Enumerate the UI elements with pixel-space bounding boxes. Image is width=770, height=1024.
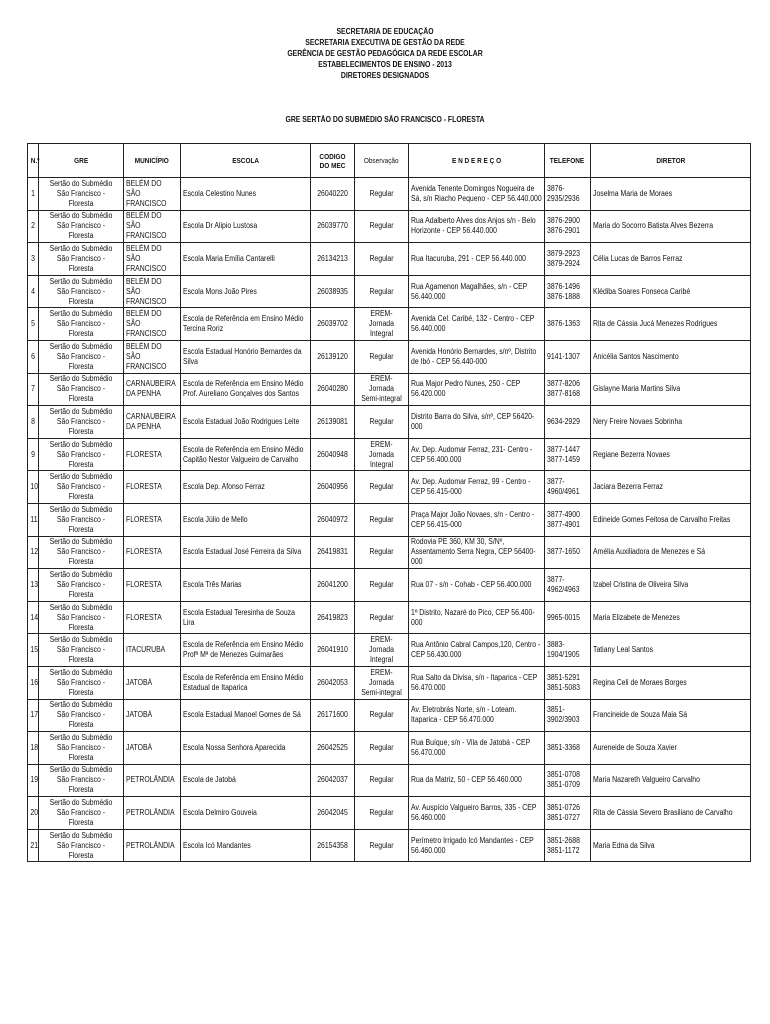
cell-escola: Escola de Referência em Ensino Médio Estadual de Itaparica xyxy=(181,666,311,699)
cell-mec: 26042053 xyxy=(311,666,355,699)
header-line: SECRETARIA EXECUTIVA DE GESTÃO DA REDE xyxy=(305,38,465,47)
cell-endereco: Rua Itacuruba, 291 - CEP 56.440.000 xyxy=(409,243,545,276)
cell-number: 2 xyxy=(28,210,39,243)
cell-escola: Escola de Referência em Ensino Médio Profª Mª de Menezes Guimarães xyxy=(181,634,311,667)
cell-gre: Sertão do Submédio São Francisco - Floresta xyxy=(39,732,124,765)
cell-gre: Sertão do Submédio São Francisco - Floresta xyxy=(39,764,124,797)
cell-number: 10 xyxy=(28,471,39,504)
cell-mec: 26139120 xyxy=(311,340,355,373)
cell-escola: Escola Dep. Afonso Ferraz xyxy=(181,471,311,504)
cell-number: 3 xyxy=(28,243,39,276)
cell-mec: 26040280 xyxy=(311,373,355,406)
cell-gre: Sertão do Submédio São Francisco - Floresta xyxy=(39,340,124,373)
col-header-number: N.º xyxy=(28,144,39,178)
cell-gre: Sertão do Submédio São Francisco - Floresta xyxy=(39,503,124,536)
table-row xyxy=(28,732,751,765)
cell-diretor: Rita de Cássia Severo Brasiliano de Carvalho xyxy=(591,797,751,830)
cell-mec: 26134213 xyxy=(311,243,355,276)
col-header-diretor: DIRETOR xyxy=(591,144,751,178)
table-row xyxy=(28,438,751,471)
col-header-municipio: MUNICÍPIO xyxy=(124,144,181,178)
cell-endereco: Rua 07 - s/n - Cohab - CEP 56.400.000 xyxy=(409,569,545,602)
cell-mec: 26040220 xyxy=(311,178,355,211)
cell-diretor: Anicélia Santos Nascimento xyxy=(591,340,751,373)
cell-telefone: 3851-5291 3851-5083 xyxy=(545,666,591,699)
cell-diretor: Klédiba Soares Fonseca Caribé xyxy=(591,275,751,308)
cell-municipio: BELÉM DO SÃO FRANCISCO xyxy=(124,275,181,308)
cell-observacao: EREM-Jornada Integral xyxy=(355,308,409,341)
cell-diretor: Tatiany Leal Santos xyxy=(591,634,751,667)
cell-diretor: Jaciara Bezerra Ferraz xyxy=(591,471,751,504)
table-row xyxy=(28,536,751,569)
header-line: DIRETORES DESIGNADOS xyxy=(340,71,430,80)
cell-gre: Sertão do Submédio São Francisco - Floresta xyxy=(39,210,124,243)
cell-mec: 26041910 xyxy=(311,634,355,667)
cell-diretor: Maria do Socorro Batista Alves Bezerra xyxy=(591,210,751,243)
cell-escola: Escola Três Marias xyxy=(181,569,311,602)
cell-escola: Escola Estadual Honório Bernardes da Silva xyxy=(181,340,311,373)
cell-mec: 26139081 xyxy=(311,406,355,439)
cell-diretor: Aureneide de Souza Xavier xyxy=(591,732,751,765)
cell-number: 17 xyxy=(28,699,39,732)
cell-observacao: Regular xyxy=(355,178,409,211)
cell-escola: Escola Icó Mandantes xyxy=(181,829,311,862)
document-subtitle: GRE SERTÃO DO SUBMÉDIO SÃO FRANCISCO - FLORESTA xyxy=(285,115,485,124)
cell-number: 7 xyxy=(28,373,39,406)
cell-mec: 26040948 xyxy=(311,438,355,471)
cell-telefone: 3877-1650 xyxy=(545,536,591,569)
cell-diretor: Amélia Auxiliadora de Menezes e Sá xyxy=(591,536,751,569)
table-header-row xyxy=(28,144,751,178)
cell-gre: Sertão do Submédio São Francisco - Floresta xyxy=(39,406,124,439)
table-row xyxy=(28,471,751,504)
cell-escola: Escola Estadual José Ferreira da Silva xyxy=(181,536,311,569)
table-row xyxy=(28,634,751,667)
cell-endereco: Rua Agamenon Magalhães, s/n - CEP 56.440.000 xyxy=(409,275,545,308)
cell-observacao: Regular xyxy=(355,764,409,797)
cell-gre: Sertão do Submédio São Francisco - Floresta xyxy=(39,829,124,862)
cell-escola: Escola de Referência em Ensino Médio Prof. Aureliano Gonçalves dos Santos xyxy=(181,373,311,406)
cell-gre: Sertão do Submédio São Francisco - Floresta xyxy=(39,569,124,602)
cell-observacao: Regular xyxy=(355,471,409,504)
cell-gre: Sertão do Submédio São Francisco - Floresta xyxy=(39,536,124,569)
cell-endereco: Avenida Tenente Domingos Nogueira de Sá, s/n Riacho Pequeno - CEP 56.440.000 xyxy=(409,178,545,211)
cell-municipio: ITACURUBA xyxy=(124,634,181,667)
cell-diretor: Célia Lucas de Barros Ferraz xyxy=(591,243,751,276)
cell-diretor: Gislayne Maria Martins Silva xyxy=(591,373,751,406)
cell-municipio: FLORESTA xyxy=(124,601,181,634)
cell-telefone: 9141-1307 xyxy=(545,340,591,373)
cell-escola: Escola Júlio de Mello xyxy=(181,503,311,536)
cell-observacao: Regular xyxy=(355,569,409,602)
cell-number: 18 xyxy=(28,732,39,765)
cell-municipio: JATOBÁ xyxy=(124,732,181,765)
cell-mec: 26042037 xyxy=(311,764,355,797)
cell-municipio: FLORESTA xyxy=(124,536,181,569)
cell-telefone: 9634-2929 xyxy=(545,406,591,439)
cell-endereco: Av. Auspício Valgueiro Barros, 335 - CEP 56.460.000 xyxy=(409,797,545,830)
cell-number: 11 xyxy=(28,503,39,536)
cell-escola: Escola de Referência em Ensino Médio Capitão Nestor Valgueiro de Carvalho xyxy=(181,438,311,471)
cell-escola: Escola Estadual João Rodrigues Leite xyxy=(181,406,311,439)
cell-endereco: Rua Major Pedro Nunes, 250 - CEP 56.420.000 xyxy=(409,373,545,406)
cell-diretor: Maria Edna da Silva xyxy=(591,829,751,862)
cell-gre: Sertão do Submédio São Francisco - Floresta xyxy=(39,797,124,830)
cell-telefone: 9965-0015 xyxy=(545,601,591,634)
cell-escola: Escola Maria Emília Cantarelli xyxy=(181,243,311,276)
cell-mec: 26040956 xyxy=(311,471,355,504)
cell-endereco: Rua da Matriz, 50 - CEP 56.460.000 xyxy=(409,764,545,797)
table-row xyxy=(28,275,751,308)
cell-municipio: BELÉM DO SÃO FRANCISCO xyxy=(124,210,181,243)
cell-observacao: Regular xyxy=(355,406,409,439)
cell-number: 1 xyxy=(28,178,39,211)
cell-municipio: PETROLÂNDIA xyxy=(124,797,181,830)
cell-gre: Sertão do Submédio São Francisco - Floresta xyxy=(39,699,124,732)
cell-endereco: Rodovia PE 360, KM 30, S/Nº, Assentamento Serra Negra, CEP 56400-000 xyxy=(409,536,545,569)
table-row xyxy=(28,503,751,536)
cell-telefone: 3877-4962/4963 xyxy=(545,569,591,602)
cell-observacao: Regular xyxy=(355,210,409,243)
cell-number: 21 xyxy=(28,829,39,862)
cell-municipio: FLORESTA xyxy=(124,503,181,536)
table-row xyxy=(28,340,751,373)
cell-municipio: CARNAUBEIRA DA PENHA xyxy=(124,373,181,406)
cell-number: 19 xyxy=(28,764,39,797)
cell-mec: 26041200 xyxy=(311,569,355,602)
cell-telefone: 3851-3368 xyxy=(545,732,591,765)
cell-number: 5 xyxy=(28,308,39,341)
cell-diretor: Nery Freire Novaes Sobrinha xyxy=(591,406,751,439)
cell-municipio: BELÉM DO SÃO FRANCISCO xyxy=(124,178,181,211)
cell-mec: 26419831 xyxy=(311,536,355,569)
col-header-observacao: Observação xyxy=(355,144,409,178)
cell-gre: Sertão do Submédio São Francisco - Floresta xyxy=(39,308,124,341)
table-body xyxy=(28,178,751,862)
cell-escola: Escola Estadual Manoel Gomes de Sá xyxy=(181,699,311,732)
cell-gre: Sertão do Submédio São Francisco - Floresta xyxy=(39,275,124,308)
cell-municipio: PETROLÂNDIA xyxy=(124,829,181,862)
cell-telefone: 3883-1904/1905 xyxy=(545,634,591,667)
cell-number: 15 xyxy=(28,634,39,667)
cell-diretor: Regiane Bezerra Novaes xyxy=(591,438,751,471)
table-row xyxy=(28,764,751,797)
cell-gre: Sertão do Submédio São Francisco - Floresta xyxy=(39,243,124,276)
cell-municipio: FLORESTA xyxy=(124,569,181,602)
cell-observacao: Regular xyxy=(355,699,409,732)
cell-diretor: Maria Nazareth Valgueiro Carvalho xyxy=(591,764,751,797)
cell-gre: Sertão do Submédio São Francisco - Floresta xyxy=(39,178,124,211)
cell-telefone: 3876-2900 3876-2901 xyxy=(545,210,591,243)
cell-mec: 26042525 xyxy=(311,732,355,765)
cell-diretor: Maria Elizabete de Menezes xyxy=(591,601,751,634)
cell-observacao: Regular xyxy=(355,503,409,536)
cell-diretor: Izabel Cristina de Oliveira Silva xyxy=(591,569,751,602)
directors-table xyxy=(27,143,751,862)
cell-municipio: PETROLÂNDIA xyxy=(124,764,181,797)
cell-observacao: Regular xyxy=(355,732,409,765)
col-header-gre: GRE xyxy=(39,144,124,178)
cell-endereco: Rua Antônio Cabral Campos,120, Centro - CEP 56.430.000 xyxy=(409,634,545,667)
cell-gre: Sertão do Submédio São Francisco - Floresta xyxy=(39,471,124,504)
cell-telefone: 3877-4900 3877-4901 xyxy=(545,503,591,536)
cell-telefone: 3851-0708 3851-0709 xyxy=(545,764,591,797)
header-line: SECRETARIA DE EDUCAÇÃO xyxy=(336,27,434,36)
cell-endereco: Av. Dep. Audomar Ferraz, 231- Centro - CEP 56.400.000 xyxy=(409,438,545,471)
cell-municipio: JATOBÁ xyxy=(124,666,181,699)
cell-endereco: Rua Buíque, s/n - Vila de Jatobá - CEP 56.470.000 xyxy=(409,732,545,765)
cell-mec: 26171600 xyxy=(311,699,355,732)
col-header-endereco: E N D E R E Ç O xyxy=(409,144,545,178)
cell-observacao: Regular xyxy=(355,275,409,308)
cell-observacao: EREM-Jornada Integral xyxy=(355,634,409,667)
cell-telefone: 3877-8206 3877-8168 xyxy=(545,373,591,406)
cell-municipio: BELÉM DO SÃO FRANCISCO xyxy=(124,340,181,373)
cell-mec: 26154358 xyxy=(311,829,355,862)
table-row xyxy=(28,308,751,341)
cell-number: 16 xyxy=(28,666,39,699)
cell-diretor: Regina Celi de Moraes Borges xyxy=(591,666,751,699)
cell-municipio: FLORESTA xyxy=(124,471,181,504)
cell-escola: Escola Celestino Nunes xyxy=(181,178,311,211)
cell-observacao: Regular xyxy=(355,601,409,634)
cell-endereco: Av. Dep. Audomar Ferraz, 99 - Centro - CEP 56.415-000 xyxy=(409,471,545,504)
header-line: ESTABELECIMENTOS DE ENSINO - 2013 xyxy=(318,60,452,69)
cell-observacao: EREM-Jornada Semi-integral xyxy=(355,666,409,699)
cell-number: 20 xyxy=(28,797,39,830)
cell-number: 9 xyxy=(28,438,39,471)
cell-gre: Sertão do Submédio São Francisco - Floresta xyxy=(39,601,124,634)
cell-endereco: Avenida Honório Bernardes, s/nº, Distrito de Ibó - CEP 56.440-000 xyxy=(409,340,545,373)
cell-telefone: 3876-1363 xyxy=(545,308,591,341)
cell-diretor: Joselma Maria de Moraes xyxy=(591,178,751,211)
cell-endereco: Perímetro Irrigado Icó Mandantes - CEP 56.460.000 xyxy=(409,829,545,862)
table-row xyxy=(28,243,751,276)
cell-escola: Escola de Referência em Ensino Médio Tercina Roriz xyxy=(181,308,311,341)
cell-escola: Escola de Jatobá xyxy=(181,764,311,797)
cell-mec: 26419823 xyxy=(311,601,355,634)
cell-diretor: Rita de Cássia Jucá Menezes Rodrigues xyxy=(591,308,751,341)
table-row xyxy=(28,797,751,830)
cell-observacao: Regular xyxy=(355,243,409,276)
col-header-mec: CODIGO DO MEC xyxy=(311,144,355,178)
cell-endereco: Av. Eletrobrás Norte, s/n - Loteam. Itaparica - CEP 56.470.000 xyxy=(409,699,545,732)
cell-telefone: 3877-4960/4961 xyxy=(545,471,591,504)
cell-number: 8 xyxy=(28,406,39,439)
cell-endereco: Distrito Barra do Silva, s/nº, CEP 56420-000 xyxy=(409,406,545,439)
cell-mec: 26039702 xyxy=(311,308,355,341)
cell-observacao: Regular xyxy=(355,340,409,373)
cell-gre: Sertão do Submédio São Francisco - Floresta xyxy=(39,666,124,699)
cell-municipio: CARNAUBEIRA DA PENHA xyxy=(124,406,181,439)
cell-telefone: 3879-2923 3879-2924 xyxy=(545,243,591,276)
document-header xyxy=(54,26,716,81)
cell-telefone: 3876-1496 3876-1888 xyxy=(545,275,591,308)
table-row xyxy=(28,178,751,211)
cell-gre: Sertão do Submédio São Francisco - Floresta xyxy=(39,634,124,667)
cell-observacao: Regular xyxy=(355,797,409,830)
cell-gre: Sertão do Submédio São Francisco - Floresta xyxy=(39,373,124,406)
cell-observacao: Regular xyxy=(355,536,409,569)
table-row xyxy=(28,829,751,862)
cell-municipio: BELÉM DO SÃO FRANCISCO xyxy=(124,308,181,341)
cell-mec: 26039770 xyxy=(311,210,355,243)
cell-endereco: Praça Major João Novaes, s/n - Centro - CEP 56.415-000 xyxy=(409,503,545,536)
cell-observacao: Regular xyxy=(355,829,409,862)
cell-diretor: Francineide de Souza Maia Sá xyxy=(591,699,751,732)
cell-escola: Escola Nossa Senhora Aparecida xyxy=(181,732,311,765)
cell-mec: 26040972 xyxy=(311,503,355,536)
cell-escola: Escola Mons João Pires xyxy=(181,275,311,308)
cell-endereco: Avenida Cel. Caribé, 132 - Centro - CEP 56.440.000 xyxy=(409,308,545,341)
cell-municipio: BELÉM DO SÃO FRANCISCO xyxy=(124,243,181,276)
cell-telefone: 3851-2688 3851-1172 xyxy=(545,829,591,862)
cell-number: 6 xyxy=(28,340,39,373)
cell-number: 4 xyxy=(28,275,39,308)
table-row xyxy=(28,601,751,634)
table-row xyxy=(28,569,751,602)
cell-telefone: 3851-0726 3851-0727 xyxy=(545,797,591,830)
cell-observacao: EREM-Jornada Integral xyxy=(355,438,409,471)
col-header-telefone: TELEFONE xyxy=(545,144,591,178)
header-line: GERÊNCIA DE GESTÃO PEDAGÓGICA DA REDE ESCOLAR xyxy=(287,49,483,58)
cell-telefone: 3877-1447 3877-1459 xyxy=(545,438,591,471)
table-row xyxy=(28,406,751,439)
cell-number: 12 xyxy=(28,536,39,569)
cell-gre: Sertão do Submédio São Francisco - Floresta xyxy=(39,438,124,471)
cell-mec: 26042045 xyxy=(311,797,355,830)
cell-number: 14 xyxy=(28,601,39,634)
cell-escola: Escola Dr Alipio Lustosa xyxy=(181,210,311,243)
cell-endereco: 1º Distrito, Nazaré do Pico, CEP 56.400-000 xyxy=(409,601,545,634)
table-row xyxy=(28,666,751,699)
cell-diretor: Edineide Gomes Feitosa de Carvalho Freitas xyxy=(591,503,751,536)
cell-endereco: Rua Salto da Divisa, s/n - Itaparica - CEP 56.470.000 xyxy=(409,666,545,699)
cell-telefone: 3851-3902/3903 xyxy=(545,699,591,732)
table-row xyxy=(28,373,751,406)
cell-number: 13 xyxy=(28,569,39,602)
cell-municipio: FLORESTA xyxy=(124,438,181,471)
cell-mec: 26038935 xyxy=(311,275,355,308)
col-header-escola: ESCOLA xyxy=(181,144,311,178)
cell-observacao: EREM-Jornada Semi-integral xyxy=(355,373,409,406)
table-row xyxy=(28,210,751,243)
cell-escola: Escola Delmiro Gouveia xyxy=(181,797,311,830)
cell-telefone: 3876-2935/2936 xyxy=(545,178,591,211)
cell-escola: Escola Estadual Teresinha de Souza Lira xyxy=(181,601,311,634)
table-row xyxy=(28,699,751,732)
cell-municipio: JATOBÁ xyxy=(124,699,181,732)
cell-endereco: Rua Adalberto Alves dos Anjos s/n - Belo Horizonte - CEP 56.440.000 xyxy=(409,210,545,243)
